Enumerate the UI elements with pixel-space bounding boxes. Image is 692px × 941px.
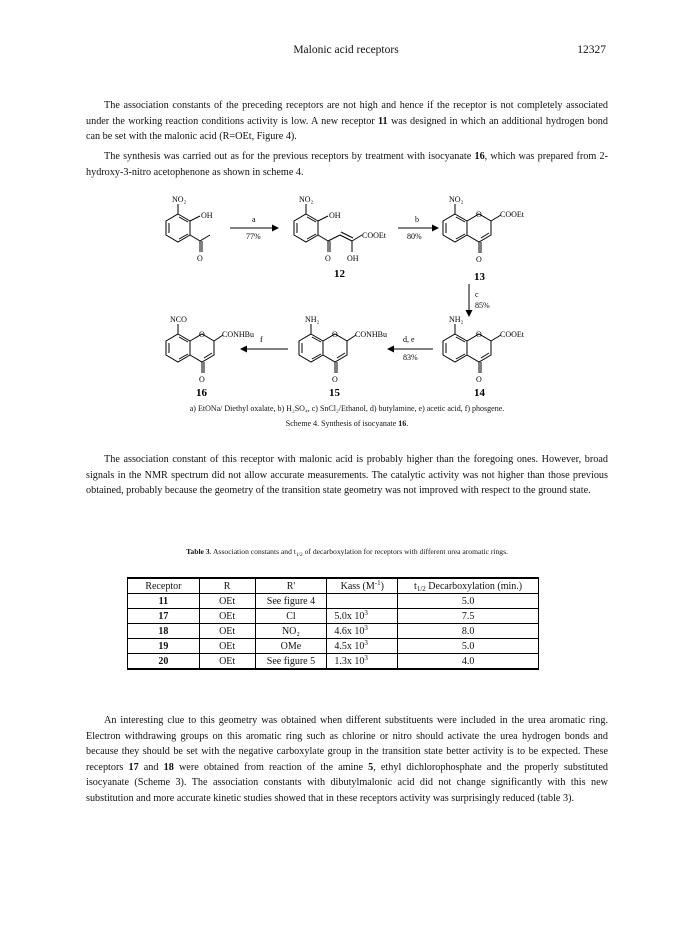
arrow-a-label: a	[252, 215, 256, 224]
kass-exponent: 3	[364, 638, 368, 647]
cell-r: OEt	[199, 594, 255, 609]
kass-mantissa: 4.6x 10	[334, 625, 365, 637]
compound-ref-11: 11	[378, 115, 388, 127]
label-o-15: O	[332, 375, 338, 384]
label-no2-12: NO₂	[299, 195, 314, 204]
label-oh-12b: OH	[347, 254, 359, 263]
paragraph-2	[86, 149, 608, 180]
p1-text-b: was designed in which an additional hydrogen bond can be set with the malonic acid (R=OEt, Figure 4).	[86, 115, 608, 143]
p1-text-a: The association constants of the preceding receptors are not high and hence if the receptor is not completely associated under the working reaction conditions activity is low. A new receptor	[86, 100, 608, 127]
structure-15	[299, 324, 356, 373]
cell-thalf: 5.0	[398, 594, 539, 609]
table-row	[128, 639, 539, 654]
running-header	[86, 44, 606, 60]
label-cooet-12: COOEt	[362, 231, 386, 240]
cell-kass	[327, 639, 398, 654]
scheme-caption-text: Scheme 4. Synthesis of isocyanate	[285, 419, 399, 428]
cell-kass	[327, 654, 398, 670]
label-no2-13: NO₂	[449, 195, 464, 204]
arrow-c-yield: 85%	[475, 301, 490, 310]
scheme-caption	[86, 418, 608, 429]
label-conhbu-16: CONHBu	[222, 330, 255, 339]
label-o-1: O	[197, 254, 203, 263]
p4-text-b: were obtained from reaction of the amine	[173, 761, 369, 773]
thalf-t: t	[414, 580, 417, 592]
compound-ref-16: 16	[474, 151, 485, 162]
thalf-sub: 1/2	[416, 584, 426, 593]
kass-exponent: 3	[364, 608, 368, 617]
p4-text-and: and	[138, 761, 164, 773]
kass-exponent: 3	[364, 653, 368, 662]
structure-13	[443, 204, 501, 253]
compound-label-16: 16	[196, 387, 207, 399]
label-cooet-14: COOEt	[500, 330, 524, 339]
cell-thalf: 4.0	[398, 654, 539, 670]
label-o-ring-15: O	[332, 330, 338, 339]
label-cooet-13: COOEt	[500, 210, 524, 219]
compound-label-13: 13	[474, 271, 485, 283]
arrow-a-yield: 77%	[246, 232, 261, 241]
cell-receptor: 11	[128, 594, 200, 609]
label-no2-1: NO₂	[172, 195, 187, 204]
col-r: R	[199, 578, 255, 594]
label-nh2-14: NH₂	[449, 315, 464, 324]
label-o-14: O	[476, 375, 482, 384]
arrow-b-label: b	[415, 215, 419, 224]
col-kass	[327, 578, 398, 594]
arrow-b-yield: 80%	[407, 232, 422, 241]
cell-kass	[327, 609, 398, 624]
label-o-13: O	[476, 255, 482, 264]
label-o-ring-16: O	[199, 330, 205, 339]
label-conhbu-15: CONHBu	[355, 330, 388, 339]
cell-rprime: NO₂	[255, 624, 327, 639]
p2-text-a: The synthesis was carried out as for the previous receptors by treatment with isocyanate	[104, 151, 475, 162]
compound-label-15: 15	[329, 387, 340, 399]
kass-mantissa: 1.3x 10	[334, 655, 365, 667]
label-oh-1: OH	[201, 211, 213, 220]
cell-rprime: See figure 5	[255, 654, 327, 670]
label-nh2-15: NH₂	[305, 315, 320, 324]
col-rprime: R'	[255, 578, 327, 594]
cell-rprime: Cl	[255, 609, 327, 624]
table-caption	[86, 547, 608, 557]
compound-ref-5: 5	[368, 761, 374, 773]
structure-12	[294, 204, 362, 252]
cell-receptor: 19	[128, 639, 200, 654]
association-table	[127, 577, 539, 670]
kass-exponent: 3	[364, 623, 368, 632]
cell-thalf: 8.0	[398, 624, 539, 639]
scheme-caption-bold: 16	[398, 419, 407, 428]
compound-ref-17: 17	[128, 761, 139, 773]
paragraph-4	[86, 713, 608, 807]
cell-r: OEt	[199, 654, 255, 670]
label-o-12: O	[325, 254, 331, 263]
table-caption-sub: 1/2	[295, 552, 303, 558]
table-row	[128, 594, 539, 609]
scheme-caption-end: .	[406, 419, 409, 428]
compound-ref-18: 18	[163, 761, 174, 773]
arrow-c-label: c	[475, 290, 479, 299]
scheme-4-figure	[148, 186, 548, 401]
label-oh-12a: OH	[329, 211, 341, 220]
paragraph-3: The association constant of this receptor with malonic acid is probably higher than the foregoing ones. However, broad signals in the NMR spectrum did not allow accurate measurements. The catalytic activity was not higher than those previous obtained, probably because the geometry of the transition state geometry was not improved with respect to the ground state.	[86, 454, 608, 497]
kass-label: Kass (M	[340, 580, 375, 592]
table-caption-rest: of decarboxylation for receptors with different urea aromatic rings.	[302, 547, 508, 556]
cell-kass	[327, 594, 398, 609]
arrow-de-yield: 83%	[403, 353, 418, 362]
table-caption-text: . Association constants and t	[209, 547, 296, 556]
compound-label-12: 12	[334, 268, 345, 280]
cell-thalf: 5.0	[398, 639, 539, 654]
cell-r: OEt	[199, 639, 255, 654]
cell-receptor: 20	[128, 654, 200, 670]
cell-kass	[327, 624, 398, 639]
cell-receptor: 18	[128, 624, 200, 639]
cell-thalf: 7.5	[398, 609, 539, 624]
col-thalf	[398, 578, 539, 594]
kass-sup: -1	[374, 578, 381, 587]
arrow-f-label: f	[260, 335, 263, 344]
table-row	[128, 609, 539, 624]
paragraph-1	[86, 98, 608, 145]
compound-label-14: 14	[474, 387, 485, 399]
cell-r: OEt	[199, 624, 255, 639]
label-o-16: O	[199, 375, 205, 384]
col-receptor: Receptor	[128, 578, 200, 594]
table-row	[128, 654, 539, 670]
cell-receptor: 17	[128, 609, 200, 624]
thalf-label: Decarboxylation (min.)	[425, 580, 523, 592]
arrow-de-label: d, e	[403, 335, 415, 344]
table-row	[128, 624, 539, 639]
kass-mantissa: 5.0x 10	[334, 610, 365, 622]
cell-rprime: See figure 4	[255, 594, 327, 609]
cell-r: OEt	[199, 609, 255, 624]
label-o-ring-13: O	[476, 210, 482, 219]
table-caption-label: Table 3	[186, 547, 210, 556]
kass-mantissa: 4.5x 10	[334, 640, 365, 652]
scheme-footnote: a) EtONa/ Diethyl oxalate, b) H₂SO₄, c) SnCl₂/Ethanol, d) butylamine, e) acetic acid, f) phosgene.	[189, 404, 505, 413]
label-o-ring-14: O	[476, 330, 482, 339]
structure-16	[166, 324, 223, 373]
cell-rprime: OMe	[255, 639, 327, 654]
p2-text-b: , which was prepared from 2-hydroxy-3-nitro acetophenone as shown in scheme 4.	[86, 151, 608, 178]
p4-text-a: An interesting clue to this geometry was obtained when different substituents were included in the urea aromatic ring. Electron withdrawing groups on this aromatic ring such as chlorine or nitro should activate the urea hydrogen bonds and because they should be set with the negative carboxylate group in the transition state better activity is to be expected. These receptors	[86, 715, 608, 773]
p4-text-c: , ethyl dichlorophosphate and the properly substituted isocyanate (Scheme 3). The association constants with dibutylmalonic acid did not change significantly with this new substitution and more accurate kinetic studies showed that in these receptors activity was surprisingly reduced (table 3).	[86, 761, 608, 804]
page-number: 12327	[577, 44, 606, 56]
label-nco-16: NCO	[170, 315, 187, 324]
running-title: Malonic acid receptors	[293, 44, 399, 56]
structure-14	[443, 324, 501, 373]
kass-close: )	[380, 580, 384, 592]
table-header-row	[128, 578, 539, 594]
